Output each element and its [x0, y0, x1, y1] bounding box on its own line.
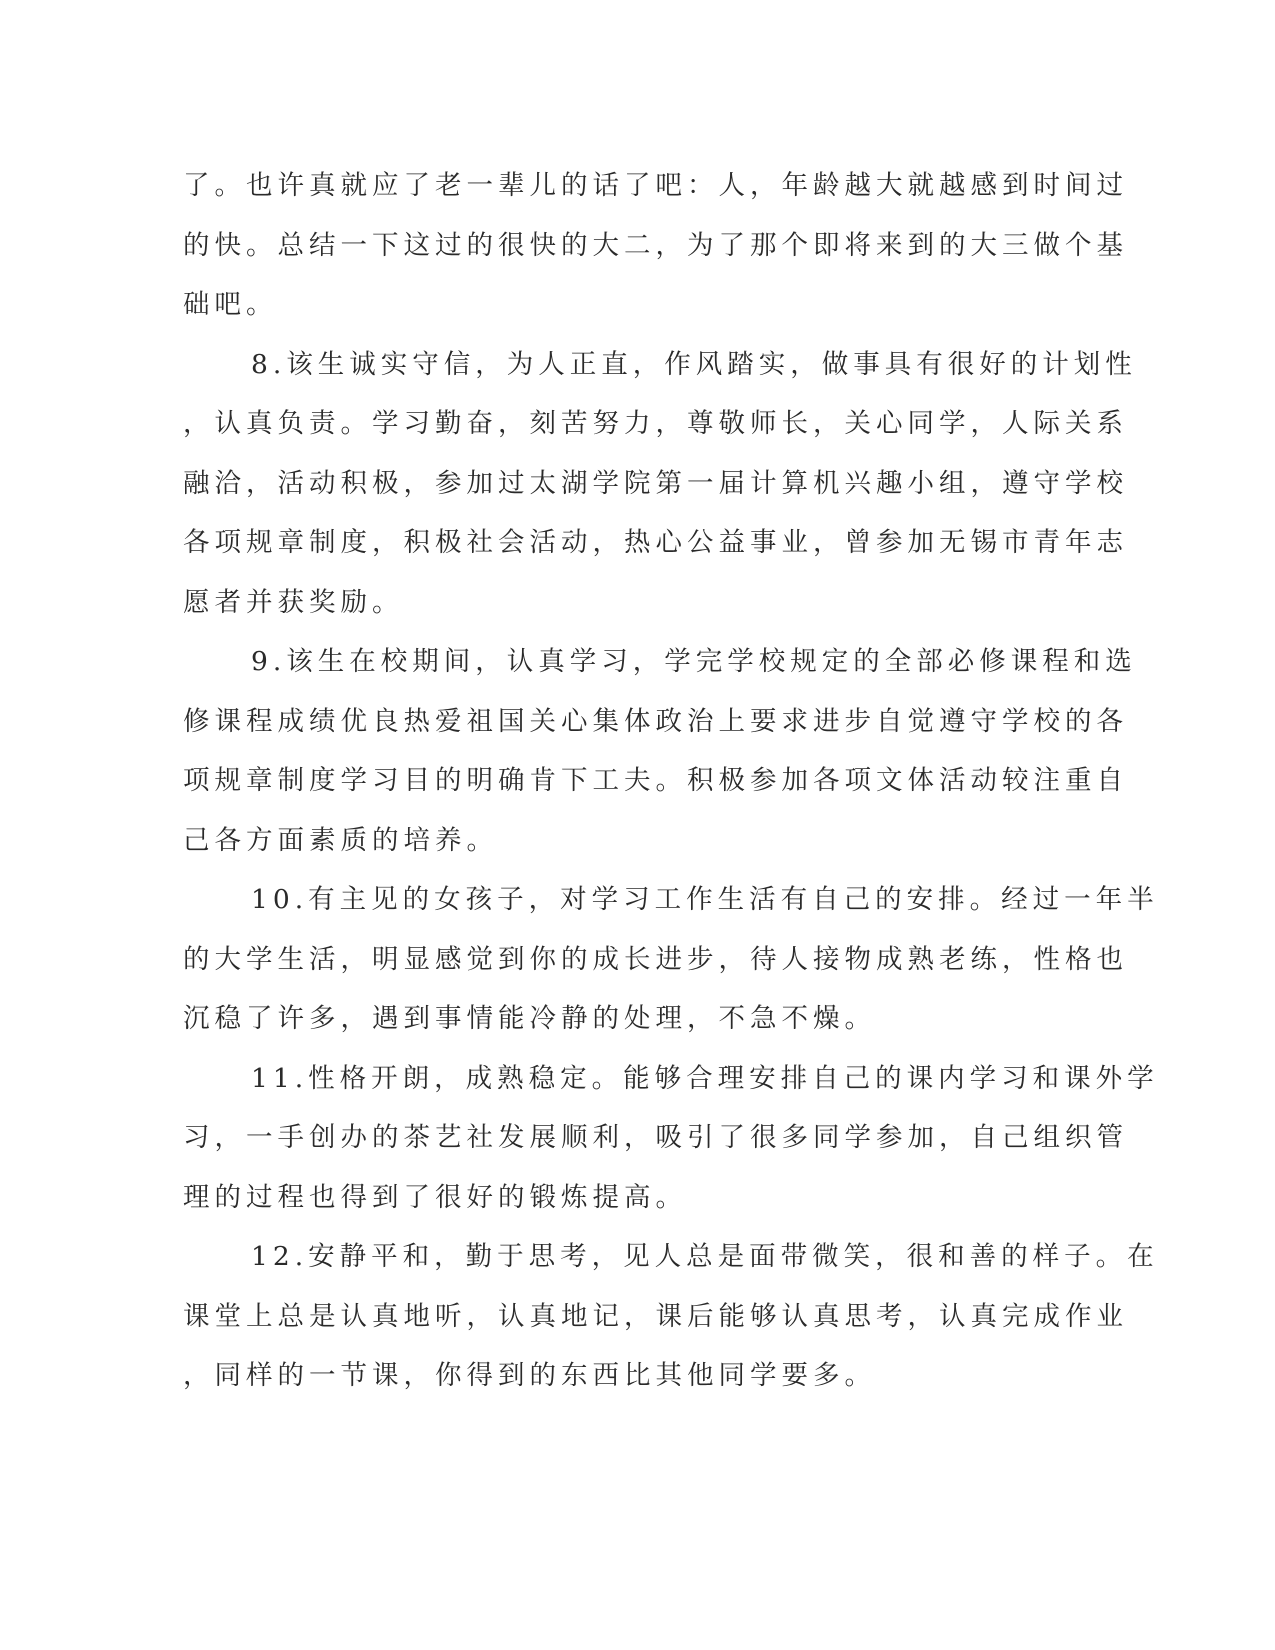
- text-line: 8.该生诚实守信，为人正直，作风踏实，做事具有很好的计划性: [251, 348, 1137, 380]
- text-line: 9.该生在校期间，认真学习，学完学校规定的全部必修课程和选: [251, 646, 1137, 677]
- document-body: [183, 156, 1159, 1406]
- paragraph-7-continuation: [183, 156, 1128, 335]
- paragraph-11: [183, 1049, 1159, 1228]
- text-line: 理的过程也得到了很好的锻炼提高。: [183, 1181, 687, 1213]
- text-line: 沉稳了许多，遇到事情能冷静的处理，不急不燥。: [183, 1003, 876, 1034]
- text-line: 12.安静平和，勤于思考，见人总是面带微笑，很和善的样子。在: [251, 1241, 1159, 1272]
- text-line: 础吧。: [183, 289, 278, 320]
- text-line: 己各方面素质的培养。: [183, 824, 498, 856]
- text-line: 课堂上总是认真地听，认真地记，课后能够认真思考，认真完成作业: [183, 1300, 1128, 1332]
- text-line: ，同样的一节课，你得到的东西比其他同学要多。: [183, 1360, 876, 1391]
- text-line: 的快。总结一下这过的很快的大二，为了那个即将来到的大三做个基: [183, 229, 1128, 261]
- text-line: 项规章制度学习目的明确肯下工夫。积极参加各项文体活动较注重自: [183, 765, 1128, 796]
- text-line: 10.有主见的女孩子，对学习工作生活有自己的安排。经过一年半: [251, 884, 1159, 915]
- text-line: 愿者并获奖励。: [183, 586, 404, 618]
- text-line: 习，一手创办的茶艺社发展顺利，吸引了很多同学参加，自己组织管: [183, 1122, 1128, 1153]
- text-line: 了。也许真就应了老一辈儿的话了吧：人，年龄越大就越感到时间过: [183, 170, 1128, 201]
- text-line: 修课程成绩优良热爱祖国关心集体政治上要求进步自觉遵守学校的各: [183, 705, 1128, 737]
- text-line: 融洽，活动积极，参加过太湖学院第一届计算机兴趣小组，遵守学校: [183, 467, 1128, 499]
- paragraph-10: [183, 870, 1159, 1049]
- text-line: 11.性格开朗，成熟稳定。能够合理安排自己的课内学习和课外学: [251, 1062, 1159, 1094]
- paragraph-8: [183, 335, 1137, 633]
- text-line: 各项规章制度，积极社会活动，热心公益事业，曾参加无锡市青年志: [183, 527, 1128, 558]
- paragraph-9: [183, 632, 1137, 870]
- text-line: ，认真负责。学习勤奋，刻苦努力，尊敬师长，关心同学，人际关系: [183, 408, 1128, 439]
- paragraph-12: [183, 1227, 1159, 1406]
- text-line: 的大学生活，明显感觉到你的成长进步，待人接物成熟老练，性格也: [183, 943, 1128, 975]
